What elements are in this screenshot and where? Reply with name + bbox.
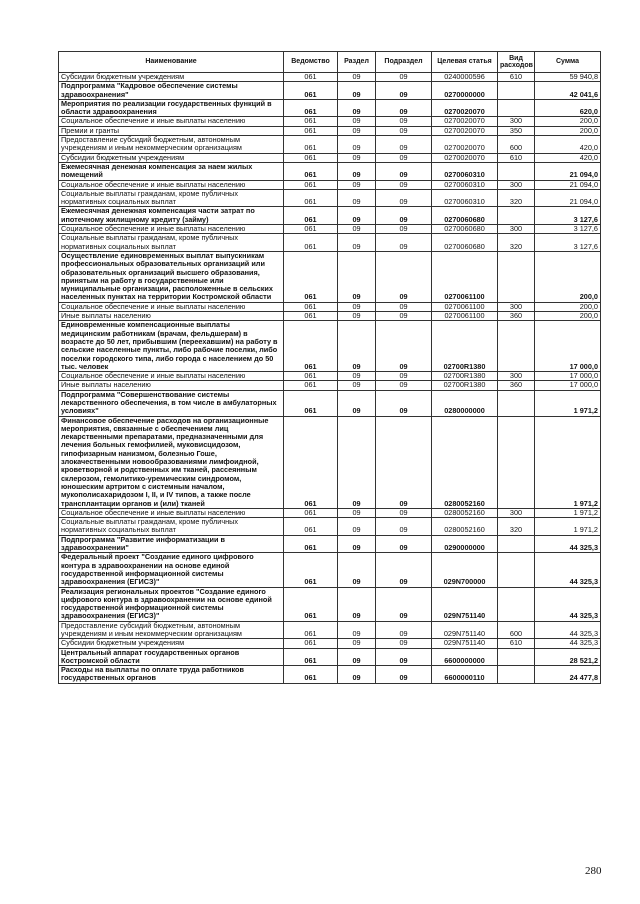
row-section: 09 — [338, 321, 376, 372]
row-target-article: 0280052160 — [432, 508, 498, 517]
row-expense-type: 610 — [498, 73, 535, 82]
row-section: 09 — [338, 234, 376, 252]
row-name: Подпрограмма "Развитие информатизации в здравоохранении" — [59, 535, 284, 553]
row-section: 09 — [338, 390, 376, 416]
row-expense-type — [498, 535, 535, 553]
table-row — [59, 321, 601, 372]
row-target-article: 0290000000 — [432, 535, 498, 553]
table-row — [59, 621, 601, 639]
table-row — [59, 153, 601, 162]
row-department: 061 — [284, 535, 338, 553]
row-expense-type: 300 — [498, 508, 535, 517]
row-section: 09 — [338, 312, 376, 321]
row-sum: 24 477,8 — [535, 666, 601, 684]
row-subsection: 09 — [376, 225, 432, 234]
row-expense-type — [498, 390, 535, 416]
row-department: 061 — [284, 136, 338, 154]
row-section: 09 — [338, 99, 376, 117]
row-target-article: 02700R1380 — [432, 372, 498, 381]
row-department: 061 — [284, 117, 338, 126]
row-subsection: 09 — [376, 390, 432, 416]
row-target-article: 6600000000 — [432, 648, 498, 666]
row-section: 09 — [338, 126, 376, 135]
row-sum: 44 325,3 — [535, 621, 601, 639]
row-target-article: 0270061100 — [432, 312, 498, 321]
row-target-article: 029N700000 — [432, 553, 498, 587]
row-department: 061 — [284, 302, 338, 311]
row-expense-type — [498, 251, 535, 302]
row-department: 061 — [284, 312, 338, 321]
row-expense-type — [498, 207, 535, 225]
row-expense-type: 600 — [498, 136, 535, 154]
row-expense-type: 610 — [498, 153, 535, 162]
row-expense-type: 300 — [498, 117, 535, 126]
table-row — [59, 251, 601, 302]
row-target-article: 0270061100 — [432, 302, 498, 311]
row-department: 061 — [284, 180, 338, 189]
row-target-article: 029N751140 — [432, 587, 498, 621]
row-target-article: 0280052160 — [432, 518, 498, 536]
row-expense-type: 360 — [498, 381, 535, 390]
row-sum: 200,0 — [535, 251, 601, 302]
table-row — [59, 234, 601, 252]
row-name: Премии и гранты — [59, 126, 284, 135]
row-target-article: 0280000000 — [432, 390, 498, 416]
row-sum: 1 971,2 — [535, 416, 601, 508]
row-section: 09 — [338, 416, 376, 508]
table-row — [59, 73, 601, 82]
row-section: 09 — [338, 180, 376, 189]
row-section: 09 — [338, 251, 376, 302]
row-subsection: 09 — [376, 117, 432, 126]
table-row — [59, 553, 601, 587]
row-sum: 200,0 — [535, 302, 601, 311]
row-section: 09 — [338, 666, 376, 684]
row-sum: 21 094,0 — [535, 189, 601, 207]
row-subsection: 09 — [376, 621, 432, 639]
table-row — [59, 99, 601, 117]
row-expense-type: 320 — [498, 189, 535, 207]
row-name: Социальные выплаты гражданам, кроме публичных нормативных социальных выплат — [59, 518, 284, 536]
row-target-article: 0270060680 — [432, 234, 498, 252]
budget-table-sheet — [58, 51, 600, 684]
row-target-article: 0270060680 — [432, 225, 498, 234]
header-section: Раздел — [338, 52, 376, 73]
row-sum: 44 325,3 — [535, 553, 601, 587]
row-target-article: 0270060680 — [432, 207, 498, 225]
row-section: 09 — [338, 162, 376, 180]
row-name: Социальные выплаты гражданам, кроме публичных нормативных социальных выплат — [59, 234, 284, 252]
row-subsection: 09 — [376, 639, 432, 648]
table-row — [59, 508, 601, 517]
row-target-article: 0270060310 — [432, 180, 498, 189]
row-name: Ежемесячная денежная компенсация за наем жилых помещений — [59, 162, 284, 180]
header-sum: Сумма — [535, 52, 601, 73]
row-department: 061 — [284, 518, 338, 536]
table-row — [59, 381, 601, 390]
row-subsection: 09 — [376, 251, 432, 302]
row-sum: 21 094,0 — [535, 162, 601, 180]
row-expense-type: 360 — [498, 312, 535, 321]
row-department: 061 — [284, 207, 338, 225]
row-name: Социальное обеспечение и иные выплаты населению — [59, 508, 284, 517]
row-subsection: 09 — [376, 126, 432, 135]
row-sum: 44 325,3 — [535, 587, 601, 621]
row-name: Финансовое обеспечение расходов на организационные мероприятия, связанные с обеспечением лиц лекарственными препаратами, предназначенными для лечения больных гемофилией, муковисцидозом, гипофизарным нанизмом, болезнью Гоше, злокачественными новообразованиями лимфоидной, кроветворной и родственных им тканей, рассеянным склерозом, гемолитико-уремическим синдромом, юношеским артритом с системным началом, мукополисахаридозом I, II, и IV типов, а также после трансплантации органов и (или) тканей — [59, 416, 284, 508]
row-expense-type: 300 — [498, 225, 535, 234]
row-expense-type — [498, 587, 535, 621]
table-row — [59, 390, 601, 416]
row-sum: 200,0 — [535, 126, 601, 135]
table-row — [59, 302, 601, 311]
row-expense-type: 300 — [498, 180, 535, 189]
row-section: 09 — [338, 117, 376, 126]
table-row — [59, 207, 601, 225]
row-sum: 17 000,0 — [535, 321, 601, 372]
row-expense-type — [498, 162, 535, 180]
row-name: Предоставление субсидий бюджетным, автономным учреждениям и иным некоммерческим организациям — [59, 136, 284, 154]
header-target-article: Целевая статья — [432, 52, 498, 73]
row-name: Иные выплаты населению — [59, 312, 284, 321]
row-department: 061 — [284, 99, 338, 117]
table-row — [59, 312, 601, 321]
row-section: 09 — [338, 553, 376, 587]
row-subsection: 09 — [376, 189, 432, 207]
table-row — [59, 372, 601, 381]
row-section: 09 — [338, 587, 376, 621]
row-section: 09 — [338, 381, 376, 390]
row-department: 061 — [284, 153, 338, 162]
row-sum: 1 971,2 — [535, 508, 601, 517]
row-target-article: 02700R1380 — [432, 381, 498, 390]
table-row — [59, 639, 601, 648]
row-subsection: 09 — [376, 372, 432, 381]
row-section: 09 — [338, 518, 376, 536]
row-subsection: 09 — [376, 553, 432, 587]
row-name: Единовременные компенсационные выплаты медицинским работникам (врачам, фельдшерам) в возрасте до 50 лет, прибывшим (переехавшим) на работу в сельские населенные пункты, либо рабочие поселки, либо поселки городского типа, либо города с населением до 50 тыс. человек — [59, 321, 284, 372]
row-section: 09 — [338, 189, 376, 207]
row-name: Субсидии бюджетным учреждениям — [59, 73, 284, 82]
header-subsection: Подраздел — [376, 52, 432, 73]
row-name: Социальное обеспечение и иные выплаты населению — [59, 225, 284, 234]
header-expense-type: Вид расходов — [498, 52, 535, 73]
row-target-article: 0270060310 — [432, 162, 498, 180]
row-name: Социальное обеспечение и иные выплаты населению — [59, 117, 284, 126]
row-sum: 44 325,3 — [535, 639, 601, 648]
row-section: 09 — [338, 639, 376, 648]
row-section: 09 — [338, 535, 376, 553]
row-department: 061 — [284, 666, 338, 684]
row-department: 061 — [284, 189, 338, 207]
row-name: Федеральный проект "Создание единого цифрового контура в здравоохранении на основе единой государственной информационной системы здравоохранения (ЕГИСЗ)" — [59, 553, 284, 587]
row-name: Социальное обеспечение и иные выплаты населению — [59, 180, 284, 189]
table-row — [59, 180, 601, 189]
row-section: 09 — [338, 372, 376, 381]
row-subsection: 09 — [376, 381, 432, 390]
row-department: 061 — [284, 648, 338, 666]
budget-table — [58, 51, 601, 684]
row-target-article: 6600000110 — [432, 666, 498, 684]
row-sum: 17 000,0 — [535, 381, 601, 390]
row-name: Ежемесячная денежная компенсация части затрат по ипотечному жилищному кредиту (займу) — [59, 207, 284, 225]
row-subsection: 09 — [376, 73, 432, 82]
row-subsection: 09 — [376, 535, 432, 553]
row-name: Осуществление единовременных выплат выпускникам профессиональных образовательных организаций или образовательных организаций высшего образования, принятым на работу в государственные или муниципальные организации, расположенные в сельских населенных пунктах на территории Костромской области — [59, 251, 284, 302]
row-department: 061 — [284, 225, 338, 234]
row-subsection: 09 — [376, 312, 432, 321]
row-department: 061 — [284, 416, 338, 508]
page-number: 280 — [585, 865, 602, 877]
row-target-article: 02700R1380 — [432, 321, 498, 372]
row-subsection: 09 — [376, 234, 432, 252]
table-row — [59, 535, 601, 553]
row-target-article: 0270060310 — [432, 189, 498, 207]
table-row — [59, 225, 601, 234]
row-department: 061 — [284, 381, 338, 390]
table-body — [59, 73, 601, 684]
row-expense-type: 320 — [498, 234, 535, 252]
row-name: Субсидии бюджетным учреждениям — [59, 639, 284, 648]
row-sum: 17 000,0 — [535, 372, 601, 381]
row-target-article: 0240000596 — [432, 73, 498, 82]
row-subsection: 09 — [376, 666, 432, 684]
header-department: Ведомство — [284, 52, 338, 73]
row-section: 09 — [338, 82, 376, 100]
table-row — [59, 587, 601, 621]
table-row — [59, 82, 601, 100]
row-target-article: 0270020070 — [432, 117, 498, 126]
row-subsection: 09 — [376, 587, 432, 621]
row-name: Социальные выплаты гражданам, кроме публичных нормативных социальных выплат — [59, 189, 284, 207]
row-subsection: 09 — [376, 518, 432, 536]
row-department: 061 — [284, 621, 338, 639]
row-expense-type: 610 — [498, 639, 535, 648]
row-sum: 3 127,6 — [535, 234, 601, 252]
row-expense-type — [498, 648, 535, 666]
row-name: Социальное обеспечение и иные выплаты населению — [59, 372, 284, 381]
table-row — [59, 666, 601, 684]
row-department: 061 — [284, 390, 338, 416]
row-section: 09 — [338, 621, 376, 639]
row-department: 061 — [284, 126, 338, 135]
table-row — [59, 518, 601, 536]
row-expense-type — [498, 82, 535, 100]
row-subsection: 09 — [376, 136, 432, 154]
row-target-article: 029N751140 — [432, 621, 498, 639]
row-department: 061 — [284, 553, 338, 587]
table-header-row — [59, 52, 601, 73]
row-target-article: 0270020070 — [432, 99, 498, 117]
row-sum: 200,0 — [535, 117, 601, 126]
row-department: 061 — [284, 372, 338, 381]
row-department: 061 — [284, 234, 338, 252]
row-section: 09 — [338, 136, 376, 154]
row-section: 09 — [338, 153, 376, 162]
header-name: Наименование — [59, 52, 284, 73]
row-subsection: 09 — [376, 648, 432, 666]
row-expense-type — [498, 553, 535, 587]
row-section: 09 — [338, 207, 376, 225]
row-expense-type: 350 — [498, 126, 535, 135]
row-section: 09 — [338, 225, 376, 234]
row-subsection: 09 — [376, 416, 432, 508]
row-name: Центральный аппарат государственных органов Костромской области — [59, 648, 284, 666]
row-name: Социальное обеспечение и иные выплаты населению — [59, 302, 284, 311]
row-target-article: 0270020070 — [432, 126, 498, 135]
row-target-article: 0270061100 — [432, 251, 498, 302]
row-subsection: 09 — [376, 302, 432, 311]
row-sum: 3 127,6 — [535, 225, 601, 234]
row-section: 09 — [338, 73, 376, 82]
row-expense-type — [498, 321, 535, 372]
table-row — [59, 416, 601, 508]
table-row — [59, 189, 601, 207]
row-sum: 1 971,2 — [535, 390, 601, 416]
row-department: 061 — [284, 508, 338, 517]
row-subsection: 09 — [376, 321, 432, 372]
row-department: 061 — [284, 82, 338, 100]
row-sum: 420,0 — [535, 153, 601, 162]
table-row — [59, 126, 601, 135]
row-sum: 1 971,2 — [535, 518, 601, 536]
row-expense-type — [498, 416, 535, 508]
row-name: Иные выплаты населению — [59, 381, 284, 390]
row-target-article: 0280052160 — [432, 416, 498, 508]
row-name: Подпрограмма "Совершенствование системы лекарственного обеспечения, в том числе в амбулаторных условиях" — [59, 390, 284, 416]
row-name: Расходы на выплаты по оплате труда работников государственных органов — [59, 666, 284, 684]
row-section: 09 — [338, 302, 376, 311]
row-sum: 420,0 — [535, 136, 601, 154]
row-sum: 3 127,6 — [535, 207, 601, 225]
row-sum: 620,0 — [535, 99, 601, 117]
table-row — [59, 162, 601, 180]
row-target-article: 029N751140 — [432, 639, 498, 648]
row-expense-type: 300 — [498, 302, 535, 311]
row-expense-type — [498, 666, 535, 684]
row-target-article: 0270020070 — [432, 136, 498, 154]
row-subsection: 09 — [376, 82, 432, 100]
row-subsection: 09 — [376, 153, 432, 162]
row-target-article: 0270020070 — [432, 153, 498, 162]
row-subsection: 09 — [376, 508, 432, 517]
row-section: 09 — [338, 508, 376, 517]
row-department: 061 — [284, 251, 338, 302]
row-expense-type: 320 — [498, 518, 535, 536]
row-expense-type: 300 — [498, 372, 535, 381]
row-expense-type: 600 — [498, 621, 535, 639]
row-subsection: 09 — [376, 180, 432, 189]
row-name: Подпрограмма "Кадровое обеспечение системы здравоохранения" — [59, 82, 284, 100]
row-sum: 21 094,0 — [535, 180, 601, 189]
row-name: Субсидии бюджетным учреждениям — [59, 153, 284, 162]
table-row — [59, 648, 601, 666]
row-subsection: 09 — [376, 162, 432, 180]
row-department: 061 — [284, 587, 338, 621]
table-row — [59, 136, 601, 154]
table-row — [59, 117, 601, 126]
row-department: 061 — [284, 639, 338, 648]
row-sum: 200,0 — [535, 312, 601, 321]
row-name: Мероприятия по реализации государственных функций в области здравоохранения — [59, 99, 284, 117]
row-sum: 59 940,8 — [535, 73, 601, 82]
row-subsection: 09 — [376, 207, 432, 225]
row-section: 09 — [338, 648, 376, 666]
row-sum: 44 325,3 — [535, 535, 601, 553]
row-department: 061 — [284, 321, 338, 372]
row-expense-type — [498, 99, 535, 117]
row-name: Реализация региональных проектов "Создание единого цифрового контура в здравоохранении на основе единой государственной информационной системы здравоохранения (ЕГИСЗ)" — [59, 587, 284, 621]
row-sum: 42 041,6 — [535, 82, 601, 100]
row-sum: 28 521,2 — [535, 648, 601, 666]
row-subsection: 09 — [376, 99, 432, 117]
row-target-article: 0270000000 — [432, 82, 498, 100]
row-department: 061 — [284, 162, 338, 180]
row-department: 061 — [284, 73, 338, 82]
row-name: Предоставление субсидий бюджетным, автономным учреждениям и иным некоммерческим организациям — [59, 621, 284, 639]
